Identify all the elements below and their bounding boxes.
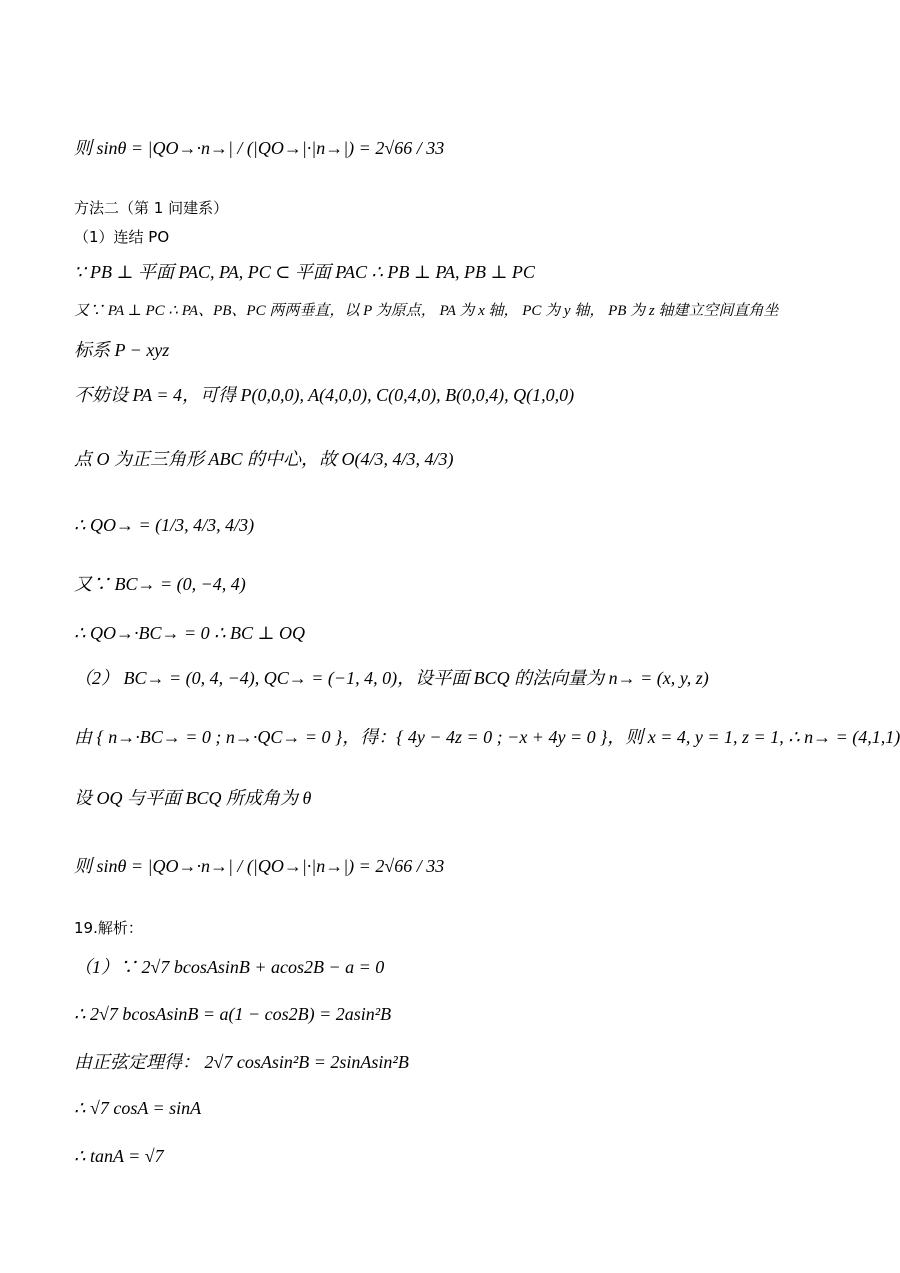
system-solve-line: 由 { n→·BC→ = 0 ; n→·QC→ = 0 }，得：{ 4y − 4z = 0 ; −x + 4y = 0 }，则 x = 4, y = 1, z = 1, ∴ n→ = (4,1,1) bbox=[74, 727, 900, 747]
q19-sine-law-line: 由正弦定理得： 2√7 cosAsin²B = 2sinAsin²B bbox=[74, 1052, 409, 1072]
sin-theta-line-2: 则 sinθ = |QO→·n→| / (|QO→|·|n→|) = 2√66 / 33 bbox=[74, 856, 445, 876]
vector-qo-line: ∴ QO→ = (1/3, 4/3, 4/3) bbox=[74, 515, 255, 535]
q19-step-b-line: ∴ √7 cosA = sinA bbox=[74, 1098, 202, 1118]
point-coords-line: 不妨设 PA = 4，可得 P(0,0,0), A(4,0,0), C(0,4,0), B(0,0,4), Q(1,0,0) bbox=[74, 385, 575, 405]
method-two-heading: 方法二（第 1 问建系） bbox=[74, 199, 229, 217]
angle-def-line: 设 OQ 与平面 BCQ 所成角为 θ bbox=[74, 788, 312, 808]
dot-zero-line: ∴ QO→·BC→ = 0 ∴ BC ⊥ OQ bbox=[74, 623, 305, 643]
coord-system-line-b: 标系 P − xyz bbox=[74, 340, 170, 360]
pb-perp-plane-line: ∵ PB ⊥ 平面 PAC, PA, PC ⊂ 平面 PAC ∴ PB ⊥ PA, PB ⊥ PC bbox=[74, 262, 535, 282]
q19-heading: 19.解析： bbox=[74, 919, 143, 937]
q19-tan-line: ∴ tanA = √7 bbox=[74, 1146, 164, 1166]
vector-bc-line: 又∵ BC→ = (0, −4, 4) bbox=[74, 574, 246, 594]
q19-step-a-line: ∴ 2√7 bcosAsinB = a(1 − cos2B) = 2asin²B bbox=[74, 1004, 392, 1024]
sin-theta-line-1: 则 sinθ = |QO→·n→| / (|QO→|·|n→|) = 2√66 / 33 bbox=[74, 138, 445, 158]
center-o-line: 点 O 为正三角形 ABC 的中心，故 O(4/3, 4/3, 4/3) bbox=[74, 449, 454, 469]
q19-given-line: （1）∵ 2√7 bcosAsinB + acos2B − a = 0 bbox=[74, 957, 385, 977]
coord-system-line-a: 又∵ PA ⊥ PC ∴ PA、PB、PC 两两垂直，以 P 为原点， PA 为 x 轴， PC 为 y 轴， PB 为 z 轴建立空间直角坐 bbox=[74, 303, 779, 319]
step-1-connect: （1）连结 PO bbox=[74, 228, 170, 246]
step-2-normal-line: （2） BC→ = (0, 4, −4), QC→ = (−1, 4, 0)，设平面 BCQ 的法向量为 n→ = (x, y, z) bbox=[74, 668, 709, 688]
